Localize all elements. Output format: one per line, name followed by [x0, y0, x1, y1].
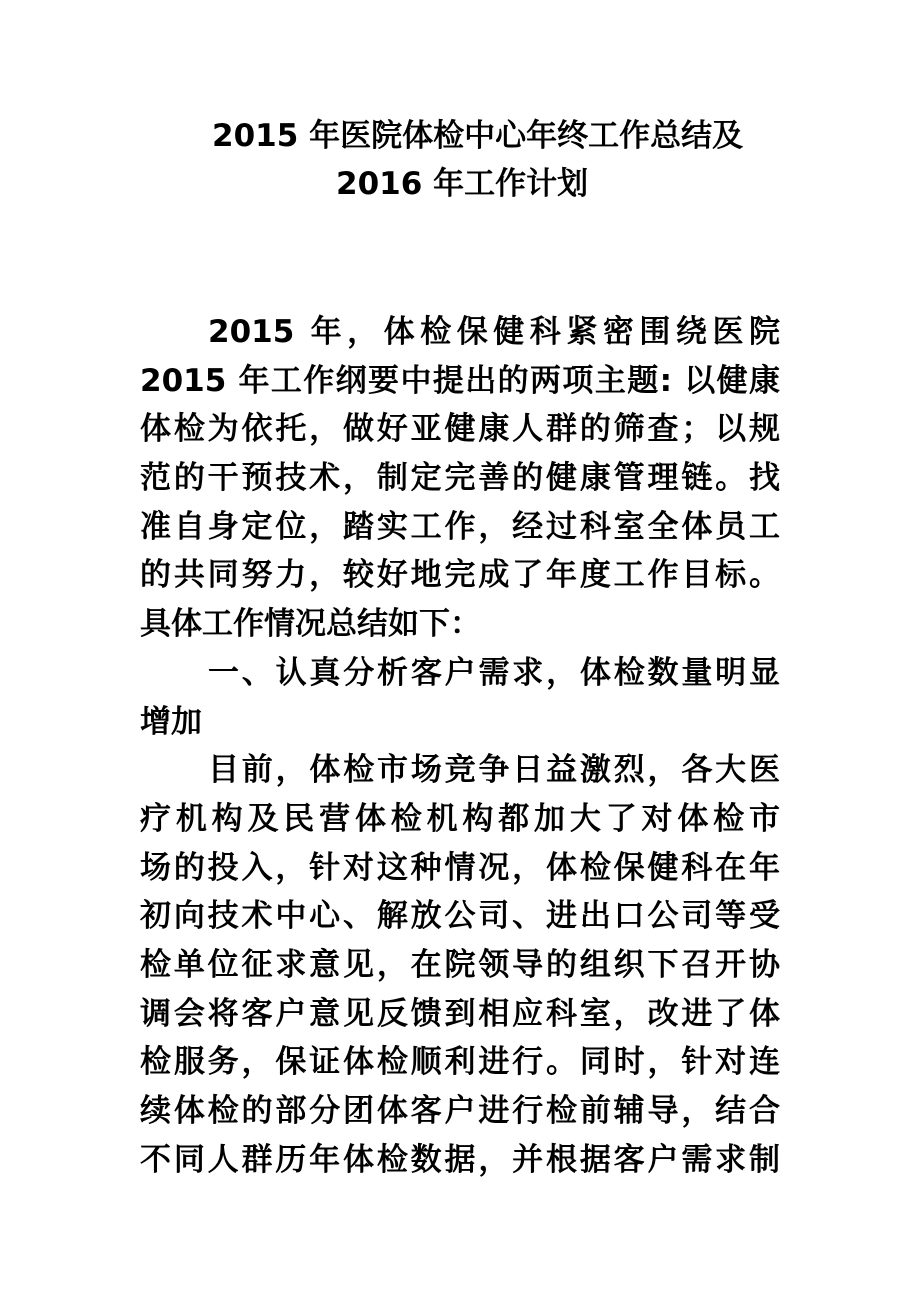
- paragraph-line: 目前，体检市场竞争日益激烈，各大医: [208, 752, 780, 789]
- section-heading-line: 增加: [140, 703, 202, 740]
- document-body: [140, 308, 780, 1184]
- paragraph-line: 2015 年工作纲要中提出的两项主题: 以健康: [140, 362, 780, 399]
- paragraph-line: 检单位征求意见，在院领导的组织下召开协: [140, 946, 780, 983]
- paragraph-line: 具体工作情况总结如下：: [140, 606, 481, 643]
- paragraph-line: 检服务，保证体检顺利进行。同时，针对连: [140, 1044, 780, 1081]
- document-title-line-1: 2015 年医院体检中心年终工作总结及: [212, 118, 744, 154]
- paragraph-line: 初向技术中心、解放公司、进出口公司等受: [140, 898, 780, 935]
- paragraph-line: 的共同努力，较好地完成了年度工作目标。: [140, 557, 780, 594]
- paragraph-line: 范的干预技术，制定完善的健康管理链。找: [140, 460, 780, 497]
- paragraph-line: 疗机构及民营体检机构都加大了对体检市: [140, 800, 780, 837]
- paragraph-line: 体检为依托，做好亚健康人群的筛查；以规: [140, 411, 780, 448]
- document-title-line-2: 2016 年工作计划: [336, 166, 589, 202]
- paragraph-line: 不同人群历年体检数据，并根据客户需求制: [140, 1141, 780, 1178]
- paragraph-line: 场的投入，针对这种情况，体检保健科在年: [140, 849, 780, 886]
- paragraph-line: 2015 年，体检保健科紧密围绕医院: [208, 314, 780, 350]
- paragraph-line: 调会将客户意见反馈到相应科室，改进了体: [140, 995, 780, 1032]
- section-heading-line: 一、认真分析客户需求，体检数量明显: [208, 654, 780, 691]
- paragraph-line: 续体检的部分团体客户进行检前辅导，结合: [140, 1093, 780, 1129]
- paragraph-line: 准自身定位，踏实工作，经过科室全体员工: [140, 508, 780, 545]
